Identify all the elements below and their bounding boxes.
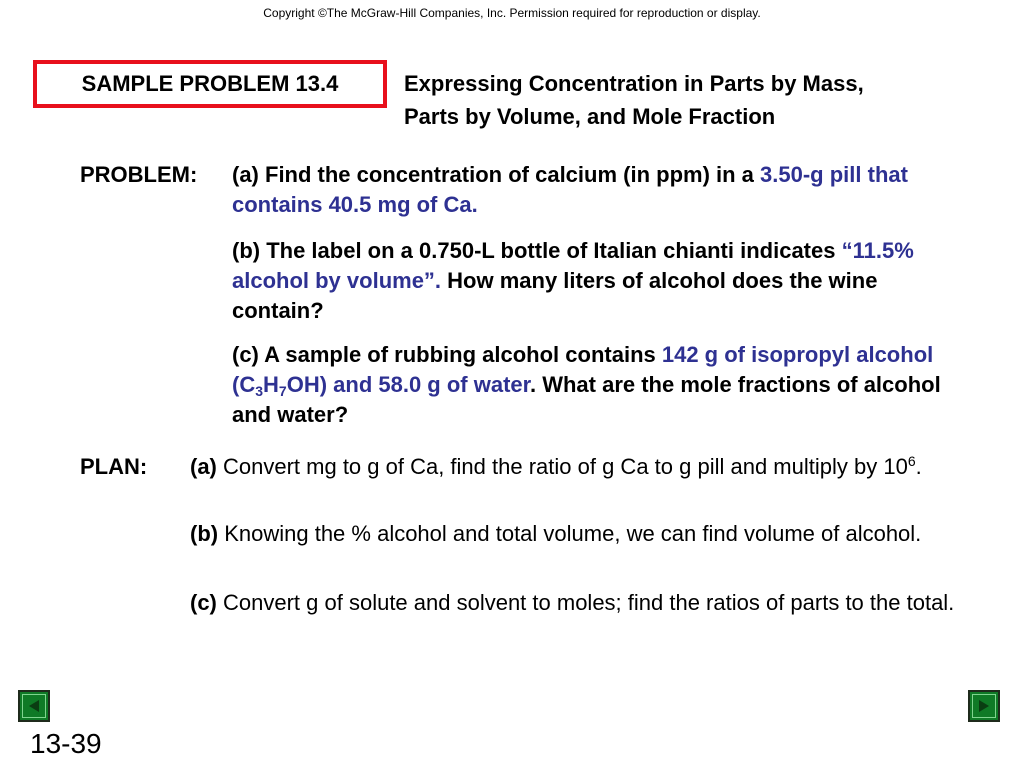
plan-b-text: Knowing the % alcohol and total volume, we can find volume of alcohol. [218,521,922,546]
problem-title [404,67,1004,133]
problem-b-highlight: “11.5% alcohol by volume”. [232,238,914,293]
next-slide-button[interactable] [968,690,1000,722]
plan-label: PLAN: [80,454,148,479]
plan-part-b [190,519,980,549]
problem-part-a [232,160,952,220]
triangle-left-icon [26,698,42,714]
plan-a-text: Convert mg to g of Ca, find the ratio of g Ca to g pill and multiply by 10 [216,454,908,479]
problem-c-subscript-1: 3 [255,383,264,399]
problem-c-highlight-3: OH) and 58.0 g of water [286,372,530,397]
plan-c-tag: (c) [190,590,217,615]
plan-a-text-end: . [915,454,922,479]
problem-b-text-1: (b) The label on a 0.750-L bottle of Italian chianti indicates [232,238,842,263]
problem-b-text-2: How many liters of alcohol does the wine contain? [232,268,878,323]
title-line-2: Parts by Volume, and Mole Fraction [404,104,776,129]
problem-part-b [232,236,952,326]
plan-a-superscript: 6 [907,453,916,469]
triangle-right-icon [976,698,992,714]
problem-c-highlight-1: 142 g of isopropyl alcohol (C [232,342,934,397]
problem-c-highlight-2: H [263,372,279,397]
problem-c-text-1: (c) A sample of rubbing alcohol contains [232,342,662,367]
problem-a-text: (a) Find the concentration of calcium (in ppm) in a [232,162,761,187]
problem-label: PROBLEM: [80,162,198,187]
previous-button-frame [22,694,46,718]
problem-c-subscript-2: 7 [278,383,287,399]
next-button-frame [972,694,996,718]
copyright-notice: Copyright ©The McGraw-Hill Companies, Inc. Permission required for reproduction or display. [263,6,761,20]
plan-a-tag: (a) [190,454,217,479]
previous-slide-button[interactable] [18,690,50,722]
plan-b-tag: (b) [190,521,219,546]
problem-part-c [232,340,972,430]
sample-problem-box [33,60,387,108]
plan-part-c [190,588,980,618]
title-line-1: Expressing Concentration in Parts by Mass, [404,71,864,96]
problem-a-highlight: 3.50-g pill that contains 40.5 mg of Ca. [232,162,908,217]
plan-c-text: Convert g of solute and solvent to moles; find the ratios of parts to the total. [216,590,955,615]
slide-number: 13-39 [30,728,102,759]
plan-part-a [190,452,980,482]
problem-c-text-2: . What are the mole fractions of alcohol and water? [232,372,941,427]
sample-problem-label: SAMPLE PROBLEM 13.4 [81,71,339,96]
